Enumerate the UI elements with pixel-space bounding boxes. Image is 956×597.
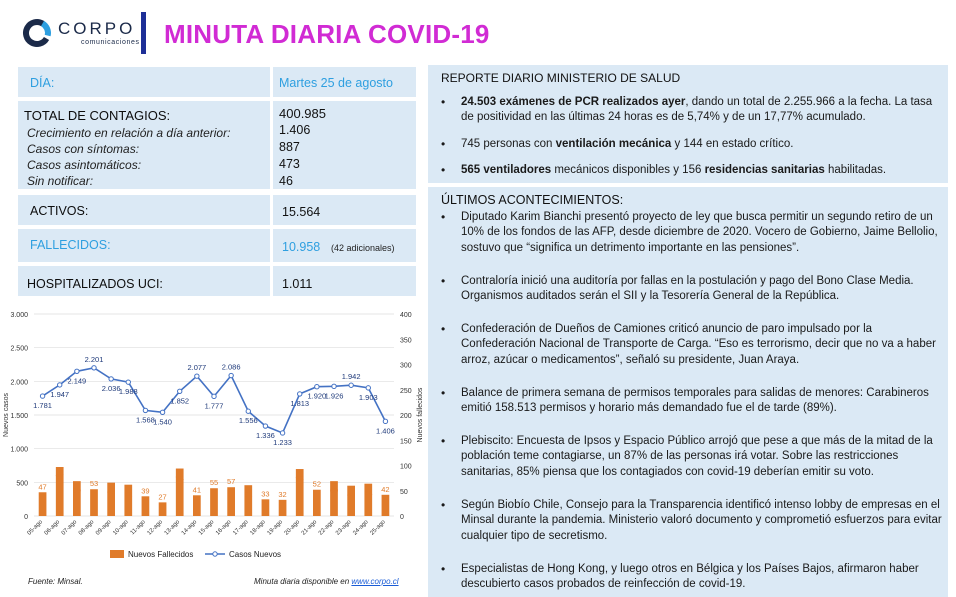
- reporte-item-text: y 144 en estado crítico.: [671, 138, 794, 150]
- line-point: [212, 394, 216, 398]
- fallecidos-label: FALLECIDOS:: [30, 238, 111, 252]
- x-tick: 11-ago: [129, 519, 147, 537]
- line-label: 1.777: [204, 401, 224, 411]
- brand-sub: comunicaciones: [81, 39, 140, 46]
- bar-fallecidos: [279, 500, 287, 516]
- x-tick: 22-ago: [317, 519, 336, 537]
- bar-label: 61: [244, 490, 253, 500]
- footer-minuta: [254, 577, 399, 586]
- bar-fallecidos: [159, 502, 167, 516]
- bar-fallecidos: [382, 495, 390, 516]
- y-right-tick: 50: [400, 488, 408, 496]
- symptomatic-value: 887: [279, 140, 300, 154]
- day-label-cell: [18, 67, 270, 97]
- line-point: [109, 377, 113, 381]
- bar-label: 42: [381, 484, 390, 494]
- line-label: 1.852: [170, 396, 190, 406]
- bar-label: 62: [124, 489, 133, 499]
- y-left-tick: 1.500: [10, 413, 28, 420]
- line-label: 1.813: [290, 398, 310, 408]
- bar-label: 47: [38, 482, 47, 492]
- y-right-tick: 200: [400, 413, 412, 420]
- x-tick: 17-ago: [232, 519, 250, 537]
- fallecidos-value: 10.958: [282, 240, 321, 254]
- footer-link[interactable]: www.corpo.cl: [351, 577, 399, 586]
- bar-label: 57: [226, 477, 236, 487]
- reporte-title: REPORTE DIARIO MINISTERIO DE SALUD: [441, 71, 681, 85]
- line-point: [366, 386, 370, 390]
- bar-label: 69: [72, 486, 82, 496]
- line-point: [332, 384, 336, 388]
- uci-value: 1.011: [282, 277, 313, 291]
- x-tick: 14-ago: [180, 519, 199, 537]
- x-tick: 08-ago: [77, 519, 96, 537]
- x-tick: 09-ago: [95, 519, 113, 537]
- y-left-tick: 2.500: [10, 345, 28, 353]
- x-tick: 13-ago: [163, 519, 182, 537]
- x-tick: 12-ago: [146, 519, 164, 537]
- uci-label: HOSPITALIZADOS UCI:: [27, 277, 163, 291]
- footer-source: Fuente: Minsal.: [28, 577, 83, 586]
- line-label: 1.942: [341, 372, 361, 382]
- y-right-tick: 400: [400, 312, 412, 319]
- asymptomatic-value: 473: [279, 157, 300, 171]
- line-point: [246, 409, 250, 413]
- line-label: 1.926: [324, 391, 344, 401]
- line-label: 1.233: [273, 437, 292, 447]
- y-right-tick: 150: [400, 438, 412, 446]
- x-tick: 24-ago: [352, 519, 370, 537]
- x-tick: 16-ago: [215, 519, 233, 537]
- symptomatic-label: Casos con síntomas:: [27, 142, 140, 156]
- line-label: 1.947: [50, 389, 70, 399]
- y-right-tick: 300: [400, 362, 412, 370]
- bar-label: 60: [346, 490, 356, 500]
- line-label: 1.556: [238, 416, 258, 426]
- reporte-item-text: mecánicos disponibles y 156: [551, 164, 705, 176]
- page-title: MINUTA DIARIA COVID-19: [164, 19, 490, 49]
- day-label: DÍA:: [30, 76, 55, 90]
- bar-label: 69: [329, 486, 339, 496]
- x-tick: 06-ago: [43, 519, 62, 537]
- x-tick: 23-ago: [335, 519, 353, 537]
- y-right-tick: 0: [400, 514, 404, 521]
- line-point: [349, 383, 353, 387]
- line-label: 1.336: [256, 431, 275, 441]
- total-value: 400.985: [279, 106, 326, 121]
- line-point: [92, 366, 96, 370]
- bar-label: 41: [192, 485, 202, 495]
- bar-fallecidos: [313, 490, 321, 516]
- bar-label: 53: [89, 479, 99, 489]
- corpo-logo-icon: [22, 18, 52, 48]
- not-notified-value: 46: [279, 174, 293, 188]
- y-right-tick: 100: [400, 463, 412, 471]
- legend-line-marker: [213, 552, 217, 556]
- reporte-item-bold: ventilación mecánica: [555, 138, 672, 150]
- bar-label: 94: [175, 473, 184, 483]
- bar-label: 39: [141, 486, 150, 496]
- total-label: TOTAL DE CONTAGIOS:: [24, 108, 171, 123]
- line-point: [315, 385, 319, 389]
- reporte-item-bold: residencias sanitarias: [704, 164, 825, 176]
- line-point: [75, 369, 79, 373]
- not-notified-label: Sin notificar:: [27, 174, 94, 188]
- y-right-tick: 350: [400, 337, 412, 345]
- activos-label: ACTIVOS:: [30, 204, 89, 218]
- fallecidos-note: (42 adicionales): [331, 243, 395, 253]
- corpo-logo: [22, 16, 142, 52]
- news-item: • Diputado Karim Bianchi presentó proyecto de ley que busca permitir un segundo retiro de un 10% de los fondos de las AFP, desde diciembre de 2020. Vocero de Gobierno, Jaime Bellolio, sostuvo que “significa un detrimento importante en las pensiones”.: [437, 210, 945, 256]
- x-tick: 25-ago: [369, 519, 387, 537]
- line-point: [383, 419, 387, 423]
- y-left-label: Nuevos casos: [3, 393, 10, 437]
- line-label: 1.988: [118, 387, 138, 397]
- reporte-item-text: , dando un total de 2.255.966 a la fecha. La tasa de positividad en las últimas 24 horas es de 5,74% y de un 17,77% acumulado.: [461, 96, 933, 124]
- news-item: • Especialistas de Hong Kong, y luego otros en Bélgica y los Países Bajos, afirmaron haber descubierto casos probados de reinfección de covid-19.: [437, 562, 945, 593]
- legend-bar-label: Nuevos Fallecidos: [128, 550, 194, 559]
- line-point: [263, 424, 267, 428]
- asymptomatic-label: Casos asintomáticos:: [27, 158, 142, 172]
- line-label: 1.781: [33, 401, 52, 411]
- line-point: [178, 389, 182, 393]
- bar-label: 32: [278, 489, 287, 499]
- reporte-item: [437, 163, 945, 178]
- line-point: [160, 410, 164, 414]
- title-divider: [141, 12, 146, 54]
- line-point: [40, 394, 44, 398]
- reporte-item-text: habilitadas.: [824, 164, 887, 176]
- y-left-tick: 500: [16, 480, 28, 488]
- reporte-item-bold: 565 ventiladores: [461, 164, 552, 176]
- line-label: 1.406: [376, 426, 395, 436]
- reporte-item: [437, 95, 945, 126]
- bar-label: 97: [55, 472, 64, 482]
- line-label: 2.149: [67, 376, 87, 386]
- y-left-tick: 0: [24, 514, 28, 521]
- news-item: • Plebiscito: Encuesta de Ipsos y Espacio Público arrojó que pese a que más de la mitad de la población teme contagiarse, un 87% de las personas irá votar. Sobre las restricciones sanitarias, 85% piensa que los contagiados con covid-19 deberían emitir su voto.: [437, 434, 945, 480]
- day-value: Martes 25 de agosto: [279, 76, 393, 90]
- x-tick: 10-ago: [112, 519, 130, 537]
- bar-label: 33: [261, 489, 270, 499]
- bar-label: 27: [158, 492, 167, 502]
- bar-fallecidos: [142, 496, 150, 516]
- line-point: [195, 374, 199, 378]
- bar-fallecidos: [262, 499, 270, 516]
- line-point: [280, 431, 284, 435]
- line-label: 1.568: [136, 415, 155, 425]
- line-label: 2.086: [221, 362, 241, 372]
- bar-fallecidos: [39, 492, 47, 516]
- bar-label: 55: [209, 478, 219, 488]
- covid-chart: [0, 306, 428, 568]
- line-point: [126, 380, 130, 384]
- footer-minuta-text: Minuta diaria disponible en: [254, 577, 352, 586]
- line-label: 1.903: [358, 392, 378, 402]
- y-right-label: Nuevos fallecidos: [417, 387, 424, 443]
- bar-label: 52: [312, 479, 322, 489]
- news-item: • Según Biobío Chile, Consejo para la Transparencia identificó intenso lobby de empresas en el Minsal durante la pandemia. Ministerio valoró documento y comprometió esfuerzos para evitar cualquier tipo de secretismo.: [437, 498, 945, 544]
- news-item: • Balance de primera semana de permisos temporales para salidas de menores: Carabineros emitió 158.513 permisos y horario más demandado fue el de tarde (89%).: [437, 386, 945, 417]
- x-tick: 19-ago: [266, 519, 284, 537]
- reporte-item: [437, 137, 945, 152]
- bar-fallecidos: [210, 488, 218, 516]
- bar-fallecidos: [227, 487, 235, 516]
- acontecimientos-title: ÚLTIMOS ACONTECIMIENTOS:: [441, 193, 624, 207]
- line-label: 1.540: [153, 417, 172, 427]
- y-left-tick: 2.000: [10, 379, 28, 387]
- line-point: [58, 383, 62, 387]
- line-label: 2.201: [84, 354, 104, 364]
- reporte-item-bold: 24.503 exámenes de PCR realizados ayer: [461, 96, 686, 108]
- line-point: [229, 373, 233, 377]
- reporte-item-text: 745 personas con: [461, 138, 556, 150]
- bar-label: 64: [364, 488, 373, 498]
- legend-line-label: Casos Nuevos: [229, 550, 282, 559]
- activos-value: 15.564: [282, 205, 321, 219]
- bar-fallecidos: [193, 495, 201, 516]
- y-left-tick: 3.000: [10, 312, 28, 319]
- legend-bar-swatch: [110, 550, 124, 558]
- line-label: 2.077: [187, 363, 207, 373]
- x-tick: 15-ago: [197, 519, 216, 537]
- news-item: • Confederación de Dueños de Camiones criticó anuncio de paro impulsado por la Confederación Nacional de Transporte de Carga. “Eso es terrorismo, decir que no va a haber arroz, azúcar o medicamentos”, señaló su presidente, Juan Araya.: [437, 322, 945, 368]
- x-tick: 20-ago: [283, 519, 302, 537]
- bar-fallecidos: [90, 489, 98, 516]
- brand-name: CORPO: [58, 19, 136, 38]
- line-point: [298, 392, 302, 396]
- y-left-tick: 1.000: [10, 446, 28, 454]
- x-tick: 18-ago: [249, 519, 267, 537]
- line-label: 1.920: [307, 391, 327, 401]
- x-tick: 05-ago: [26, 519, 44, 537]
- line-point: [143, 408, 147, 412]
- growth-label: Crecimiento en relación a día anterior:: [27, 126, 231, 140]
- bar-label: 93: [295, 474, 304, 484]
- news-item: • Contraloría inició una auditoría por fallas en la postulación y pago del Bono Clase Media. Organismos auditados serán el SII y la Tesorería General de la República.: [437, 274, 945, 305]
- x-tick: 21-ago: [300, 519, 319, 537]
- line-label: 2.036: [101, 383, 121, 393]
- y-right-tick: 250: [400, 387, 412, 395]
- x-tick: 07-ago: [60, 519, 79, 537]
- bar-label: 66: [106, 487, 116, 497]
- growth-value: 1.406: [279, 123, 311, 137]
